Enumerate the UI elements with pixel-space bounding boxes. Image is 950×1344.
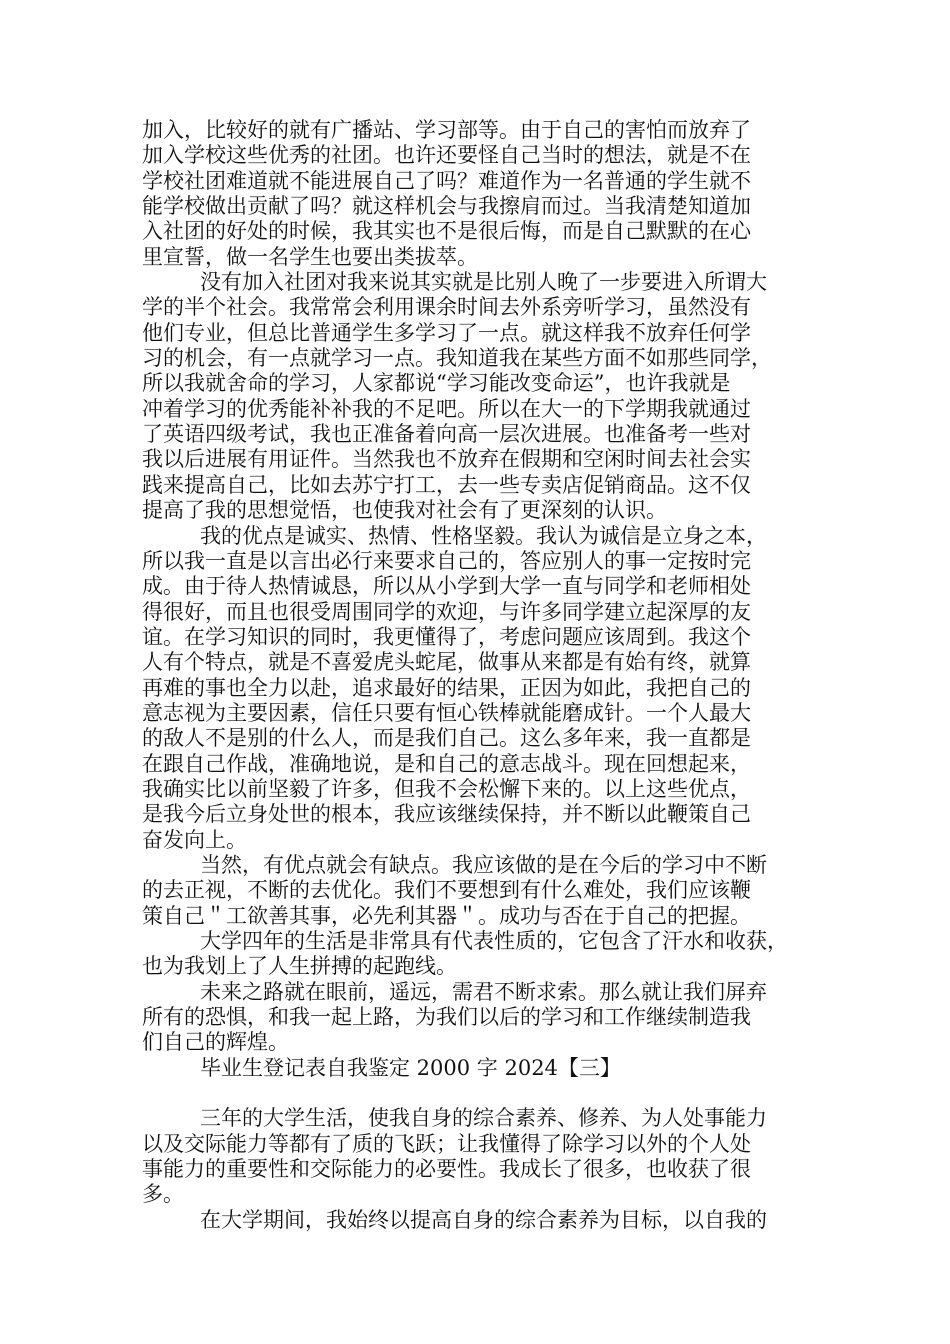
document-body [142,118,814,1233]
text-line: 以及交际能力等都有了质的飞跃；让我懂得了除学习以外的个人处 [142,1131,751,1156]
text-line: 加入，比较好的就有广播站、学习部等。由于自己的害怕而放弃了 [142,118,751,142]
text-line: 得很好，而且也很受周围同学的欢迎，与许多同学建立起深厚的友 [142,599,751,624]
text-line: 人有个特点，就是不喜爱虎头蛇尾，做事从来都是有始有终，就算 [142,650,751,675]
text-line: 我的优点是诚实、热情、性格坚毅。我认为诚信是立身之本， [200,523,767,548]
text-line: 策自己＂工欲善其事，必先利其器＂。成功与否在于自己的把握。 [142,903,751,928]
text-line: 学校社团难道就不能进展自己了吗？难道作为一名普通的学生就不 [142,168,751,193]
text-line: 没有加入社团对我来说其实就是比别人晚了一步要进入所谓大 [200,270,767,295]
text-line: 毕业生登记表自我鉴定 2000 字 2024【三】 [200,1055,621,1080]
text-line: 在大学期间，我始终以提高自身的综合素养为目标，以自我的 [200,1207,767,1232]
text-line: 也为我划上了人生拼搏的起跑线。 [142,954,457,979]
text-line: 提高了我的思想觉悟，也使我对社会有了更深刻的认识。 [142,498,667,523]
text-line: 在跟自己作战，准确地说，是和自己的意志战斗。现在回想起来， [142,751,751,776]
text-line: 奋发向上。 [142,827,247,852]
text-line: 大学四年的生活是非常具有代表性质的，它包含了汗水和收获， [200,929,788,953]
text-line: 三年的大学生活，使我自身的综合素养、修养、为人处事能力 [200,1106,767,1131]
text-line: 践来提高自己，比如去苏宁打工，去一些专卖店促销商品。这不仅 [142,472,751,497]
text-line: 的敌人不是别的什么人，而是我们自己。这么多年来，我一直都是 [142,726,751,751]
text-line: 了英语四级考试，我也正准备着向高一层次进展。也准备考一些对 [142,422,751,447]
text-line: 所以我一直是以言出必行来要求自己的，答应别人的事一定按时完 [142,548,751,573]
text-line: 再难的事也全力以赴，追求最好的结果，正因为如此，我把自己的 [142,675,751,700]
text-line: 们自己的辉煌。 [142,1030,289,1055]
text-line: 冲着学习的优秀能补补我的不足吧。所以在大一的下学期我就通过 [142,396,751,421]
text-line: 意志视为主要因素，信任只要有恒心铁棒就能磨成针。一个人最大 [142,700,751,725]
text-line: 所以我就舍命的学习，人家都说“学习能改变命运”，也许我就是 [142,371,731,396]
text-line: 是我今后立身处世的根本，我应该继续保持，并不断以此鞭策自己 [142,802,751,827]
text-line: 学的半个社会。我常常会利用课余时间去外系旁听学习，虽然没有 [142,295,751,320]
text-line: 当然，有优点就会有缺点。我应该做的是在今后的学习中不断 [200,852,767,877]
text-line: 事能力的重要性和交际能力的必要性。我成长了很多，也收获了很 [142,1157,751,1182]
text-line: 多。 [142,1182,184,1207]
text-line: 入社团的好处的时候，我其实也不是很后悔，而是自己默默的在心 [142,219,751,244]
text-line: 我确实比以前坚毅了许多，但我不会松懈下来的。以上这些优点， [142,776,751,801]
text-line: 里宣誓，做一名学生也要出类拔萃。 [142,244,478,269]
text-line: 所有的恐惧，和我一起上路，为我们以后的学习和工作继续制造我 [142,1005,751,1030]
blank-line [142,1081,814,1106]
text-line: 未来之路就在眼前，遥远，需君不断求索。那么就让我们屏弃 [200,979,767,1004]
text-line: 成。由于待人热情诚恳，所以从小学到大学一直与同学和老师相处 [142,574,751,599]
text-line: 能学校做出贡献了吗？就这样机会与我擦肩而过。当我清楚知道加 [142,194,751,219]
text-line: 他们专业，但总比普通学生多学习了一点。就这样我不放弃任何学 [142,320,751,345]
text-line: 习的机会，有一点就学习一点。我知道我在某些方面不如那些同学， [142,346,772,371]
text-line: 的去正视，不断的去优化。我们不要想到有什么难处，我们应该鞭 [142,878,751,903]
text-line: 加入学校这些优秀的社团。也许还要怪自己当时的想法，就是不在 [142,143,751,168]
text-line: 谊。在学习知识的同时，我更懂得了，考虑问题应该周到。我这个 [142,624,751,649]
text-line: 我以后进展有用证件。当然我也不放弃在假期和空闲时间去社会实 [142,447,751,472]
